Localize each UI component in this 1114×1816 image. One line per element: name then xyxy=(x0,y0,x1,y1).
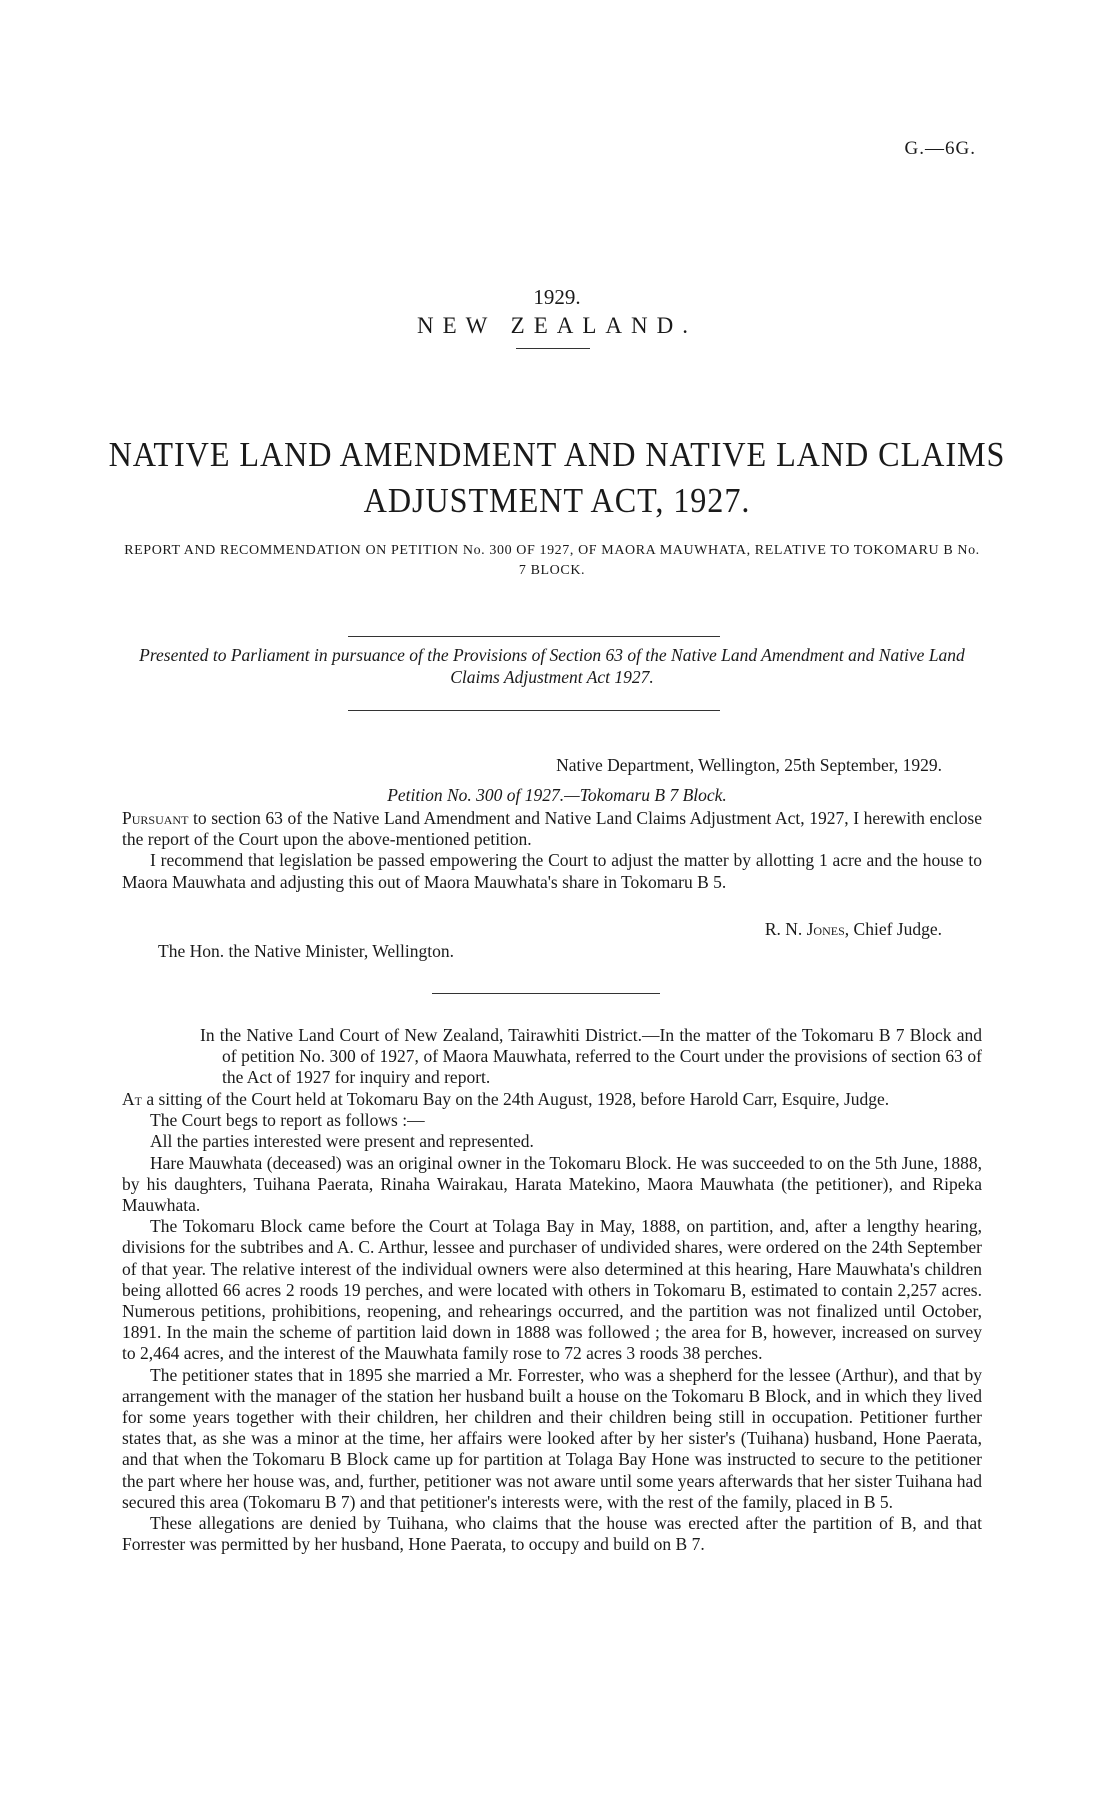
report-paragraph: Hare Mauwhata (deceased) was an original owner in the Tokomaru Block. He was succeeded to on the 5th June, 1888, by his daughters, Tuihana Paerata, Rinaha Wairakau, Harata Matekino, Maora Mauwhata (the petitioner), and Ripeka Mauwhata. xyxy=(122,1152,982,1216)
page-reference: G.—6G. xyxy=(904,138,976,159)
publication-year: 1929. xyxy=(533,285,581,309)
court-report-body xyxy=(122,1089,982,1555)
letter-paragraph: I recommend that legislation be passed empowering the Court to adjust the matter by allotting 1 acre and the house to Maora Mauwhata and adjusting this out of Maora Mauwhata's share in Tokomaru B 5. xyxy=(122,850,982,892)
report-paragraph: The petitioner states that in 1895 she married a Mr. Forrester, who was a shepherd for the lessee (Arthur), and that by arrangement with the manager of the station her husband built a house on the Tokomaru B Block, and in which they lived for some years together with their children, her children and their children being still in occupation. Petitioner further states that, as she was a minor at the time, her affairs were looked after by her sister's (Tuihana) husband, Hone Paerata, and that when the Tokomaru B Block came up for partition at Tolaga Bay Hone was instructed to secure to the petitioner the part where her house was, and, further, petitioner was not aware until some years afterwards that her sister Tuihana had secured this area (Tokomaru B 7) and that petitioner's interests were, with the rest of the family, placed in B 5. xyxy=(122,1364,982,1512)
presented-note: Presented to Parliament in pursuance of the Provisions of Section 63 of the Native Land Amendment and Native Land Claims Adjustment Act 1927. xyxy=(139,645,965,687)
report-paragraph: The Court begs to report as follows :— xyxy=(150,1110,425,1131)
report-paragraph: These allegations are denied by Tuihana, who claims that the house was erected after the partition of B, and that Forrester was permitted by her husband, Hone Paerata, to occupy and build on B 7. xyxy=(122,1513,982,1555)
court-heading: In the Native Land Court of New Zealand, Tairawhiti District.—In the matter of the Tokomaru B 7 Block and of petition No. 300 of 1927, of Maora Mauwhata, referred to the Court under the provisions of section 63 of the Act of 1927 for inquiry and report. xyxy=(200,1025,982,1088)
petition-heading: Petition No. 300 of 1927.—Tokomaru B 7 Block. xyxy=(387,785,727,805)
paragraph-text: to section 63 of the Native Land Amendment and Native Land Claims Adjustment Act, 1927, I herewith enclose the report of the Court upon the above-mentioned petition. xyxy=(122,808,982,850)
report-paragraph: All the parties interested were present and represented. xyxy=(150,1131,534,1152)
report-paragraph: The Tokomaru Block came before the Court at Tolaga Bay in May, 1888, on partition, and, after a lengthy hearing, divisions for the subtribes and A. C. Arthur, lessee and purchaser of undivided shares, were ordered on the 24th September of that year. The relative interest of the individual owners were also determined at this hearing, Hare Mauwhata's children being allotted 66 acres 2 roods 19 perches, and were located with others in Tokomaru B, estimated to contain 2,257 acres. Numerous petitions, prohibitions, reopening, and rehearings occurred, and the partition was not finalized until October, 1891. In the main the scheme of partition laid down in 1888 was followed ; the area for B, however, increased on survey to 2,464 acres, and the interest of the Mauwhata family rose to 72 acres 3 roods 38 perches. xyxy=(122,1216,982,1364)
divider xyxy=(432,993,660,994)
letter-body xyxy=(122,808,982,893)
signature xyxy=(765,919,942,940)
title-line-1: NATIVE LAND AMENDMENT AND NATIVE LAND CLAIMS xyxy=(108,435,1006,474)
letter-dateline: Native Department, Wellington, 25th September, 1929. xyxy=(556,755,942,775)
signature-name: R. N. Jones xyxy=(764,919,845,939)
divider xyxy=(348,636,720,637)
divider xyxy=(516,348,590,349)
lead-word: Pursuant xyxy=(122,808,189,828)
report-paragraph xyxy=(122,1089,982,1110)
letter-paragraph xyxy=(122,808,982,850)
divider xyxy=(348,710,720,711)
country-heading: NEW ZEALAND. xyxy=(416,313,698,338)
paragraph-text: a sitting of the Court held at Tokomaru Bay on the 24th August, 1928, before Harold Carr, Esquire, Judge. xyxy=(141,1089,890,1109)
document-title xyxy=(45,432,1070,524)
signature-title: , Chief Judge. xyxy=(844,919,942,939)
lead-word: At xyxy=(122,1089,142,1109)
title-line-2: ADJUSTMENT ACT, 1927. xyxy=(363,481,751,520)
addressee: The Hon. the Native Minister, Wellington. xyxy=(158,941,454,961)
document-subtitle: REPORT AND RECOMMENDATION ON PETITION No. 300 OF 1927, OF MAORA MAUWHATA, RELATIVE TO TOKOMARU B No. 7 BLOCK. xyxy=(124,543,980,578)
